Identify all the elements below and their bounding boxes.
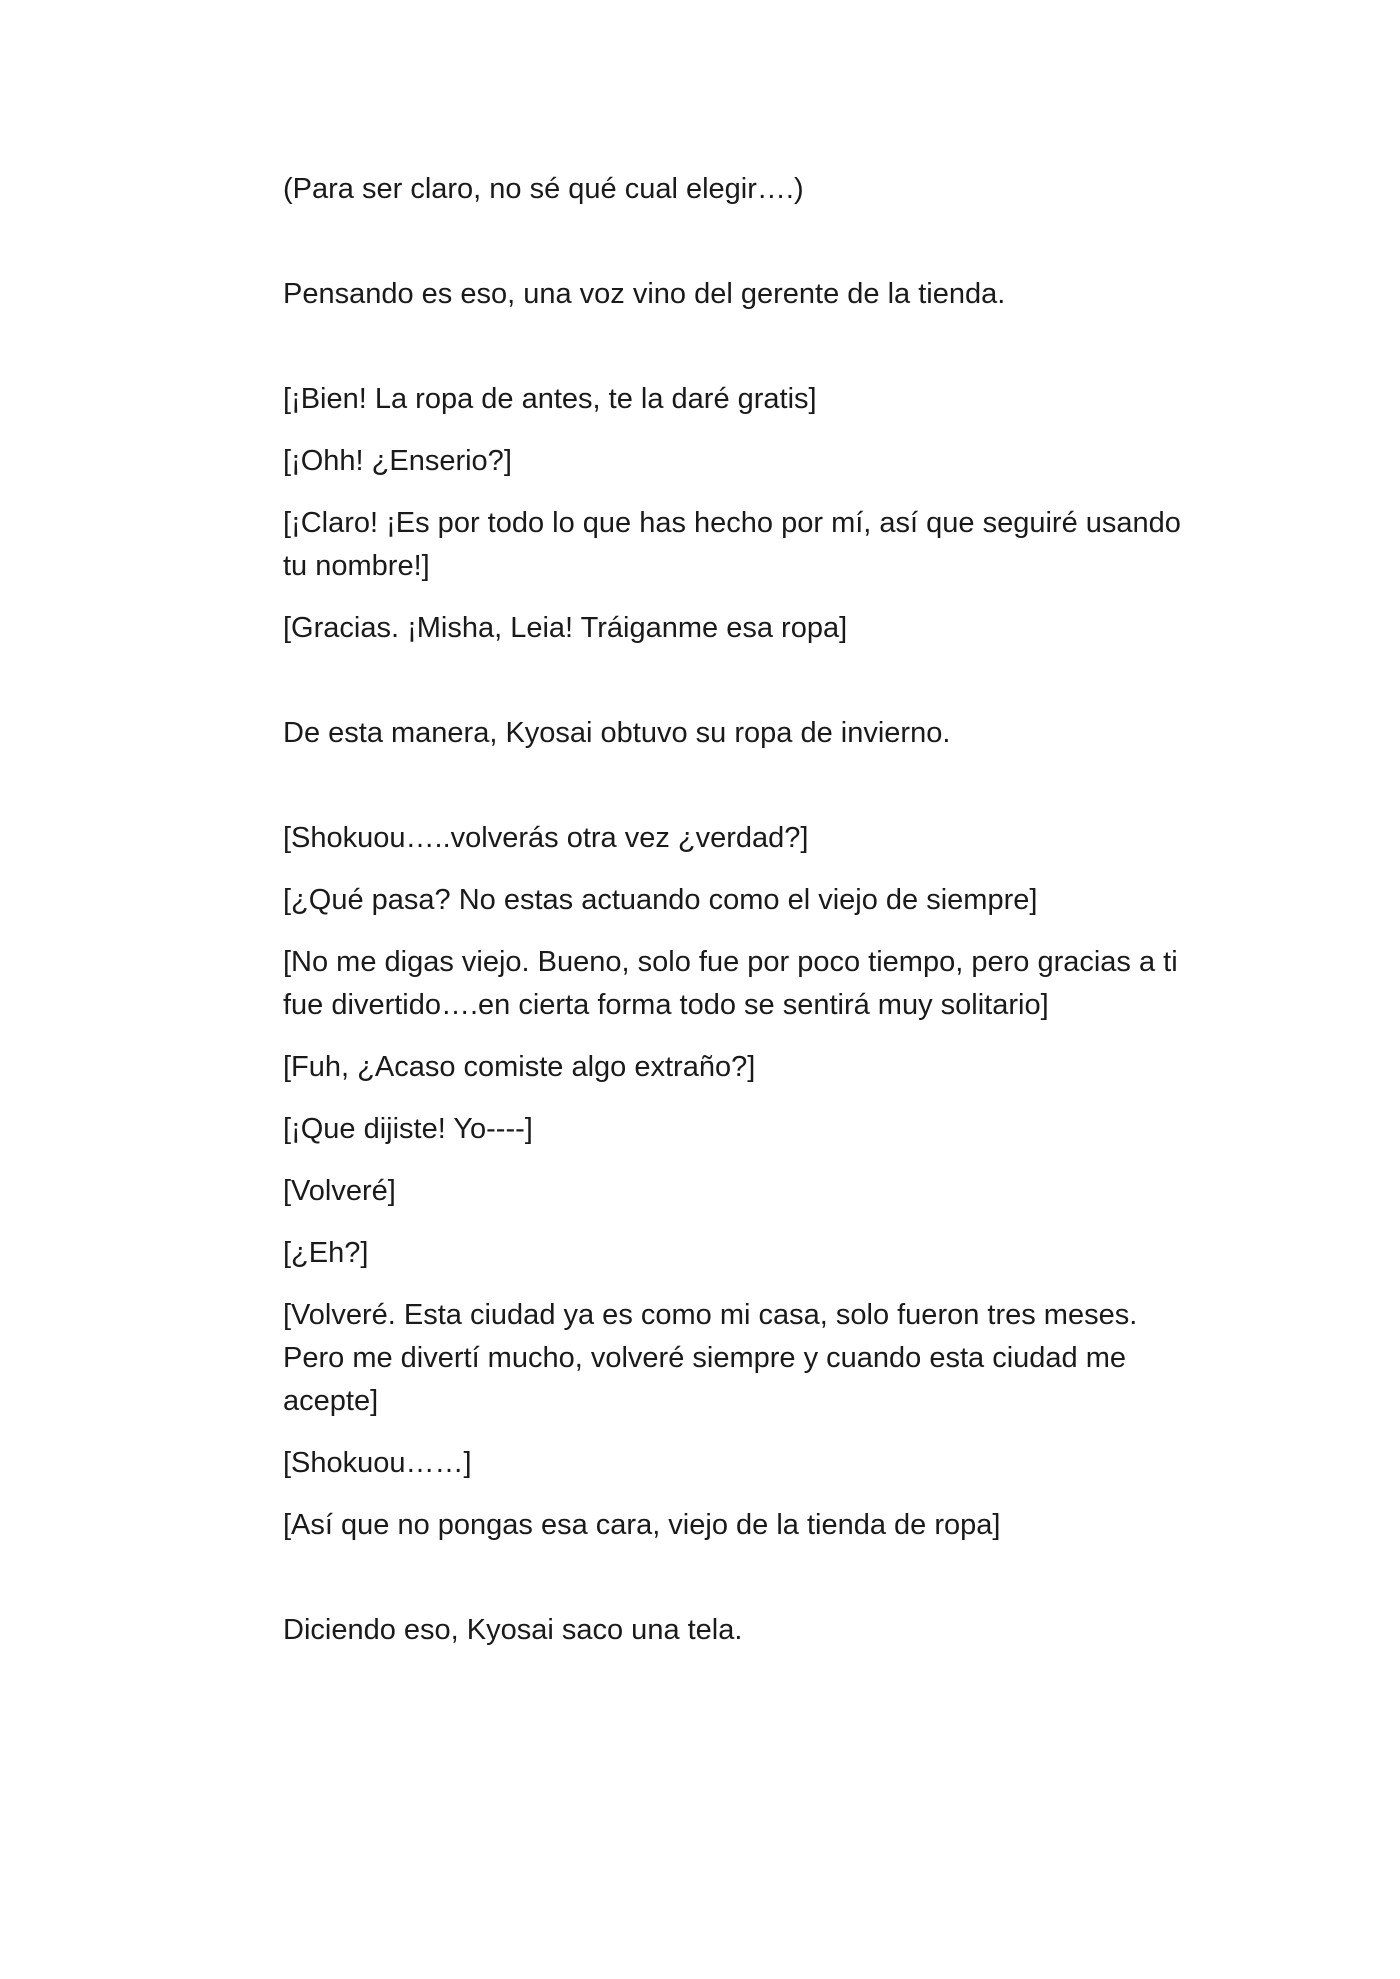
dialogue-line: [¡Ohh! ¿Enserio?] (283, 445, 512, 477)
dialogue-line: [Así que no pongas esa cara, viejo de la tienda de ropa] (283, 1509, 1001, 1541)
narration-paragraph: De esta manera, Kyosai obtuvo su ropa de invierno. (283, 717, 951, 749)
dialogue-line: [¿Eh?] (283, 1237, 369, 1269)
dialogue-line: [Volveré. Esta ciudad ya es como mi casa, solo fueron tres meses. Pero me divertí mucho, volveré siempre y cuando esta ciudad me acepte] (283, 1299, 1138, 1417)
dialogue-line: [Shokuou……] (283, 1447, 472, 1479)
dialogue-line: [Fuh, ¿Acaso comiste algo extraño?] (283, 1051, 756, 1083)
dialogue-line: [Shokuou…..volverás otra vez ¿verdad?] (283, 822, 809, 854)
dialogue-line: [¿Qué pasa? No estas actuando como el viejo de siempre] (283, 884, 1038, 916)
narration-paragraph: Pensando es eso, una voz vino del gerente de la tienda. (283, 278, 1006, 310)
dialogue-line: [¡Que dijiste! Yo----] (283, 1113, 533, 1145)
dialogue-line: [¡Bien! La ropa de antes, te la daré gratis] (283, 383, 817, 415)
dialogue-line: [No me digas viejo. Bueno, solo fue por poco tiempo, pero gracias a ti fue divertido….en cierta forma todo se sentirá muy solitario] (283, 946, 1178, 1021)
dialogue-line: [¡Claro! ¡Es por todo lo que has hecho por mí, así que seguiré usando tu nombre!] (283, 507, 1181, 582)
dialogue-line: [Gracias. ¡Misha, Leia! Tráiganme esa ropa] (283, 612, 848, 644)
narration-paragraph: Diciendo eso, Kyosai saco una tela. (283, 1614, 743, 1646)
dialogue-line: [Volveré] (283, 1175, 396, 1207)
document-body (283, 168, 1203, 1671)
narration-paragraph: (Para ser claro, no sé qué cual elegir….) (283, 173, 804, 205)
